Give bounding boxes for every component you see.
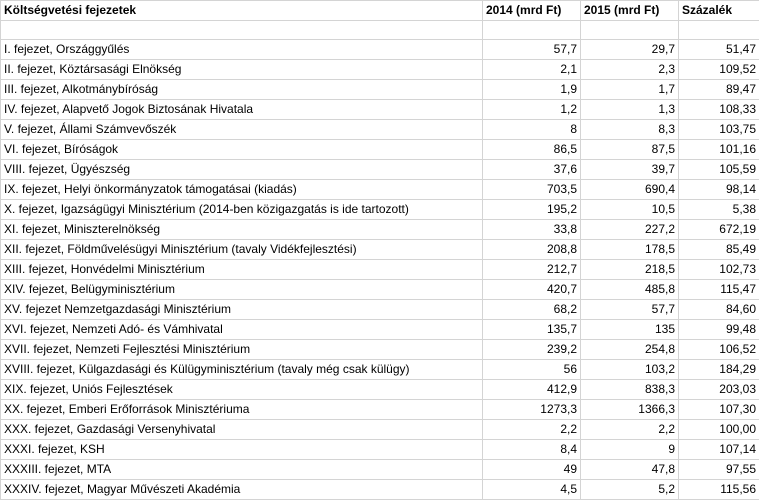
value-2014-cell[interactable]: 68,2 [483, 300, 581, 320]
value-2014-cell[interactable]: 57,7 [483, 40, 581, 60]
table-row [1, 280, 759, 300]
table-row [1, 140, 759, 160]
table-row [1, 100, 759, 120]
value-2015-cell[interactable]: 2,3 [581, 60, 679, 80]
value-2014-cell[interactable]: 1273,3 [483, 400, 581, 420]
percent-cell[interactable]: 108,33 [679, 100, 759, 120]
chapter-name-cell[interactable]: X. fejezet, Igazságügyi Minisztérium (2014-ben közigazgatás is ide tartozott) [1, 200, 483, 220]
percent-cell[interactable]: 105,59 [679, 160, 759, 180]
value-2015-cell[interactable]: 47,8 [581, 460, 679, 480]
value-2014-cell[interactable]: 33,8 [483, 220, 581, 240]
value-2015-cell[interactable]: 8,3 [581, 120, 679, 140]
table-row [1, 360, 759, 380]
chapter-name-cell[interactable]: XXX. fejezet, Gazdasági Versenyhivatal [1, 420, 483, 440]
chapter-name-cell[interactable]: XVIII. fejezet, Külgazdasági és Külügyminisztérium (tavaly még csak külügy) [1, 360, 483, 380]
percent-cell[interactable]: 115,56 [679, 480, 759, 500]
header-2014[interactable]: 2014 (mrd Ft) [483, 1, 581, 21]
value-2015-cell[interactable]: 227,2 [581, 220, 679, 240]
header-2015[interactable]: 2015 (mrd Ft) [581, 1, 679, 21]
percent-cell[interactable]: 85,49 [679, 240, 759, 260]
value-2014-cell[interactable]: 420,7 [483, 280, 581, 300]
percent-cell[interactable]: 115,47 [679, 280, 759, 300]
table-row [1, 460, 759, 480]
table-row [1, 300, 759, 320]
value-2015-cell[interactable]: 57,7 [581, 300, 679, 320]
value-2014-cell[interactable]: 195,2 [483, 200, 581, 220]
value-2015-cell[interactable]: 1,3 [581, 100, 679, 120]
header-row [1, 1, 759, 21]
value-2015-cell[interactable]: 135 [581, 320, 679, 340]
chapter-name-cell[interactable]: XV. fejezet Nemzetgazdasági Minisztérium [1, 300, 483, 320]
table-row [1, 220, 759, 240]
chapter-name-cell[interactable]: XVII. fejezet, Nemzeti Fejlesztési Minisztérium [1, 340, 483, 360]
blank-row [1, 21, 759, 40]
value-2015-cell[interactable]: 254,8 [581, 340, 679, 360]
percent-cell[interactable]: 99,48 [679, 320, 759, 340]
empty-cell[interactable] [581, 21, 679, 40]
chapter-name-cell[interactable]: IV. fejezet, Alapvető Jogok Biztosának Hivatala [1, 100, 483, 120]
value-2015-cell[interactable]: 39,7 [581, 160, 679, 180]
value-2014-cell[interactable]: 239,2 [483, 340, 581, 360]
percent-cell[interactable]: 107,30 [679, 400, 759, 420]
value-2015-cell[interactable]: 10,5 [581, 200, 679, 220]
chapter-name-cell[interactable]: XIV. fejezet, Belügyminisztérium [1, 280, 483, 300]
percent-cell[interactable]: 51,47 [679, 40, 759, 60]
table-row [1, 400, 759, 420]
chapter-name-cell[interactable]: VIII. fejezet, Ügyészség [1, 160, 483, 180]
header-chapter[interactable]: Költségvetési fejezetek [1, 1, 483, 21]
value-2015-cell[interactable]: 1,7 [581, 80, 679, 100]
value-2015-cell[interactable]: 690,4 [581, 180, 679, 200]
chapter-name-cell[interactable]: XIII. fejezet, Honvédelmi Minisztérium [1, 260, 483, 280]
percent-cell[interactable]: 101,16 [679, 140, 759, 160]
chapter-name-cell[interactable]: XII. fejezet, Földművelésügyi Minisztérium (tavaly Vidékfejlesztési) [1, 240, 483, 260]
value-2014-cell[interactable]: 2,2 [483, 420, 581, 440]
chapter-name-cell[interactable]: XVI. fejezet, Nemzeti Adó- és Vámhivatal [1, 320, 483, 340]
percent-cell[interactable]: 107,14 [679, 440, 759, 460]
value-2014-cell[interactable]: 4,5 [483, 480, 581, 500]
chapter-name-cell[interactable]: I. fejezet, Országgyűlés [1, 40, 483, 60]
table-row [1, 380, 759, 400]
value-2014-cell[interactable]: 412,9 [483, 380, 581, 400]
value-2015-cell[interactable]: 485,8 [581, 280, 679, 300]
table-row [1, 120, 759, 140]
value-2014-cell[interactable]: 1,9 [483, 80, 581, 100]
chapter-name-cell[interactable]: XI. fejezet, Miniszterelnökség [1, 220, 483, 240]
chapter-name-cell[interactable]: XX. fejezet, Emberi Erőforrások Minisztériuma [1, 400, 483, 420]
chapter-name-cell[interactable]: IX. fejezet, Helyi önkormányzatok támogatásai (kiadás) [1, 180, 483, 200]
percent-cell[interactable]: 97,55 [679, 460, 759, 480]
empty-cell[interactable] [679, 21, 759, 40]
chapter-name-cell[interactable]: III. fejezet, Alkotmánybíróság [1, 80, 483, 100]
table-row [1, 180, 759, 200]
value-2015-cell[interactable]: 103,2 [581, 360, 679, 380]
chapter-name-cell[interactable]: XXXIII. fejezet, MTA [1, 460, 483, 480]
table-row [1, 60, 759, 80]
table-row [1, 40, 759, 60]
value-2014-cell[interactable]: 135,7 [483, 320, 581, 340]
chapter-name-cell[interactable]: II. fejezet, Köztársasági Elnökség [1, 60, 483, 80]
table-row [1, 440, 759, 460]
value-2014-cell[interactable]: 703,5 [483, 180, 581, 200]
percent-cell[interactable]: 672,19 [679, 220, 759, 240]
table-row [1, 160, 759, 180]
value-2015-cell[interactable]: 5,2 [581, 480, 679, 500]
chapter-name-cell[interactable]: V. fejezet, Állami Számvevőszék [1, 120, 483, 140]
value-2014-cell[interactable]: 208,8 [483, 240, 581, 260]
chapter-name-cell[interactable]: VI. fejezet, Bíróságok [1, 140, 483, 160]
table-row [1, 260, 759, 280]
value-2015-cell[interactable]: 2,2 [581, 420, 679, 440]
chapter-name-cell[interactable]: XIX. fejezet, Uniós Fejlesztések [1, 380, 483, 400]
table-row [1, 340, 759, 360]
value-2014-cell[interactable]: 86,5 [483, 140, 581, 160]
header-percent[interactable]: Százalék [679, 1, 759, 21]
value-2014-cell[interactable]: 8 [483, 120, 581, 140]
percent-cell[interactable]: 5,38 [679, 200, 759, 220]
empty-cell[interactable] [483, 21, 581, 40]
value-2015-cell[interactable]: 178,5 [581, 240, 679, 260]
percent-cell[interactable]: 98,14 [679, 180, 759, 200]
value-2015-cell[interactable]: 9 [581, 440, 679, 460]
percent-cell[interactable]: 100,00 [679, 420, 759, 440]
value-2015-cell[interactable]: 29,7 [581, 40, 679, 60]
table-row [1, 420, 759, 440]
value-2015-cell[interactable]: 87,5 [581, 140, 679, 160]
percent-cell[interactable]: 89,47 [679, 80, 759, 100]
table-row [1, 480, 759, 500]
empty-cell[interactable] [1, 21, 483, 40]
chapter-name-cell[interactable]: XXXI. fejezet, KSH [1, 440, 483, 460]
value-2015-cell[interactable]: 838,3 [581, 380, 679, 400]
table-row [1, 320, 759, 340]
percent-cell[interactable]: 84,60 [679, 300, 759, 320]
value-2015-cell[interactable]: 1366,3 [581, 400, 679, 420]
table-row [1, 80, 759, 100]
value-2014-cell[interactable]: 212,7 [483, 260, 581, 280]
value-2014-cell[interactable]: 56 [483, 360, 581, 380]
percent-cell[interactable]: 184,29 [679, 360, 759, 380]
percent-cell[interactable]: 203,03 [679, 380, 759, 400]
value-2015-cell[interactable]: 218,5 [581, 260, 679, 280]
value-2014-cell[interactable]: 49 [483, 460, 581, 480]
percent-cell[interactable]: 102,73 [679, 260, 759, 280]
chapter-name-cell[interactable]: XXXIV. fejezet, Magyar Művészeti Akadémia [1, 480, 483, 500]
table-row [1, 200, 759, 220]
value-2014-cell[interactable]: 37,6 [483, 160, 581, 180]
value-2014-cell[interactable]: 8,4 [483, 440, 581, 460]
value-2014-cell[interactable]: 1,2 [483, 100, 581, 120]
percent-cell[interactable]: 109,52 [679, 60, 759, 80]
percent-cell[interactable]: 106,52 [679, 340, 759, 360]
table-row [1, 240, 759, 260]
value-2014-cell[interactable]: 2,1 [483, 60, 581, 80]
percent-cell[interactable]: 103,75 [679, 120, 759, 140]
